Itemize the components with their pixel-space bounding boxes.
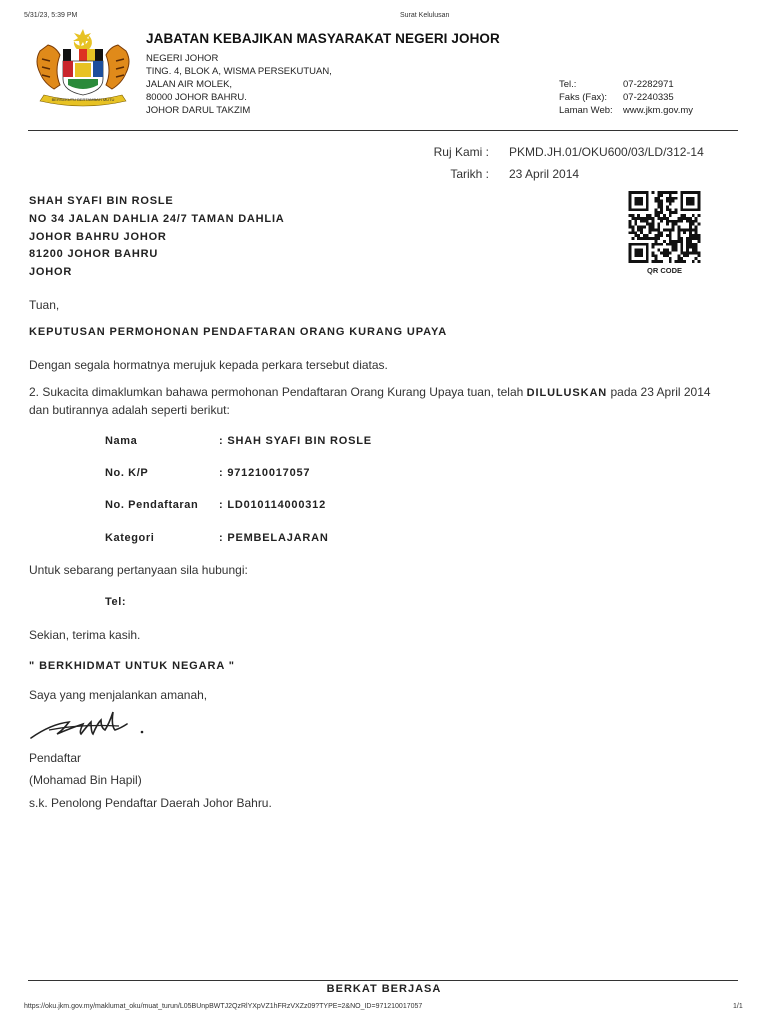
address-line: JALAN AIR MOLEK,: [146, 79, 233, 90]
detail-label-pendaftaran: No. Pendaftaran: [105, 499, 199, 511]
detail-label-kp: No. K/P: [105, 467, 149, 479]
contact-values: [623, 78, 693, 117]
contact-web-value: www.jkm.gov.my: [623, 105, 694, 116]
detail-label-kategori: Kategori: [105, 532, 155, 544]
recipient-line: NO 34 JALAN DAHLIA 24/7 TAMAN DAHLIA: [29, 212, 285, 225]
address-line: JOHOR DARUL TAKZIM: [146, 105, 251, 116]
trust-text: Saya yang menjalankan amanah,: [29, 688, 208, 702]
qr-label: QR CODE: [646, 266, 682, 275]
closing-text: Sekian, terima kasih.: [29, 628, 141, 642]
contact-tel-label: Tel.:: [559, 79, 577, 90]
paragraph-2-date: pada 23 April 2014: [607, 385, 711, 399]
paragraph-2-text: 2. Sukacita dimaklumkan bahawa permohonan Pendaftaran Orang Kurang Upaya tuan, telah: [29, 385, 527, 399]
qr-code-icon: [626, 191, 703, 263]
signatory-name: (Mohamad Bin Hapil): [29, 773, 142, 787]
svg-text:BERSEKUTU BERTAMBAH MUTU: BERSEKUTU BERTAMBAH MUTU: [51, 97, 115, 102]
print-url[interactable]: https://oku.jkm.gov.my/maklumat_oku/muat_turun/L05BUnpBWTJ2QzRlYXpVZ1hFRzVXZz09?TYPE=2&NO_ID=971210017057: [24, 1003, 423, 1010]
print-datetime: 5/31/23, 5:39 PM: [24, 12, 78, 19]
approval-status: DILULUSKAN: [526, 387, 608, 399]
cc-line: s.k. Penolong Pendaftar Daerah Johor Bahru.: [29, 796, 272, 810]
recipient-line: JOHOR: [29, 266, 73, 279]
footer-slogan: BERKAT BERJASA: [326, 983, 442, 995]
page-number: 1/1: [733, 1003, 743, 1010]
letter-subject: KEPUTUSAN PERMOHONAN PENDAFTARAN ORANG KURANG UPAYA: [29, 326, 448, 338]
print-title: Surat Kelulusan: [400, 12, 450, 19]
recipient-address: [29, 193, 285, 282]
detail-value-pendaftaran: : LD010114000312: [219, 499, 326, 511]
paragraph-2: [29, 385, 711, 399]
org-name: JABATAN KEBAJIKAN MASYARAKAT NEGERI JOHOR: [146, 31, 500, 46]
detail-value-kp: : 971210017057: [219, 467, 311, 479]
address-line: NEGERI JOHOR: [146, 53, 219, 64]
enquiry-text: Untuk sebarang pertanyaan sila hubungi:: [29, 563, 248, 577]
detail-value-nama: : SHAH SYAFI BIN ROSLE: [219, 435, 372, 447]
contact-tel-value: 07-2282971: [623, 79, 674, 90]
signatory-title: Pendaftar: [29, 751, 82, 765]
address-line: TING. 4, BLOK A, WISMA PERSEKUTUAN,: [146, 66, 332, 77]
paragraph-2-line2: dan butirannya adalah seperti berikut:: [29, 403, 230, 417]
tel-label: Tel:: [105, 596, 127, 608]
detail-label-nama: Nama: [105, 435, 138, 447]
header-divider: [28, 130, 738, 131]
motto: " BERKHIDMAT UNTUK NEGARA ": [29, 660, 235, 672]
recipient-line: 81200 JOHOR BAHRU: [29, 248, 159, 261]
org-address: [146, 52, 332, 117]
ruj-label: Ruj Kami :: [433, 145, 489, 159]
ruj-value: PKMD.JH.01/OKU600/03/LD/312-14: [509, 145, 704, 159]
salutation: Tuan,: [29, 298, 60, 312]
coat-of-arms-icon: [30, 29, 136, 107]
address-line: 80000 JOHOR BAHRU.: [146, 92, 247, 103]
footer-divider: [28, 980, 738, 981]
contact-labels: [559, 78, 613, 117]
recipient-line: SHAH SYAFI BIN ROSLE: [29, 195, 174, 207]
contact-fax-label: Faks (Fax):: [559, 92, 608, 103]
tarikh-label: Tarikh :: [450, 167, 489, 181]
recipient-line: JOHOR BAHRU JOHOR: [29, 230, 167, 243]
contact-fax-value: 07-2240335: [623, 92, 674, 103]
detail-value-kategori: : PEMBELAJARAN: [219, 532, 329, 544]
contact-web-label: Laman Web:: [559, 105, 613, 116]
paragraph-1: Dengan segala hormatnya merujuk kepada perkara tersebut diatas.: [29, 358, 388, 372]
signature-icon: [29, 708, 151, 744]
tarikh-value: 23 April 2014: [509, 167, 580, 181]
